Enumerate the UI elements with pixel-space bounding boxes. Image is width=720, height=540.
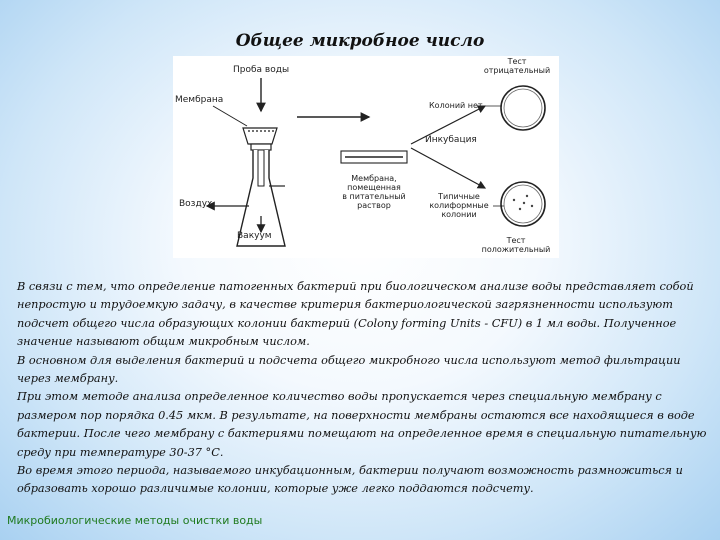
funnel-clamp <box>251 144 271 150</box>
positive-dish <box>501 182 545 226</box>
negative-dish <box>501 86 545 130</box>
diagram-drawing <box>173 56 559 258</box>
paragraph: В связи с тем, что определение патогенных бактерий при биологическом анализе воды представляет собой непростую и трудоемкую задачу, в качестве критерия бактериологической загрязненности используют подсчет общего числа образующих колонии бактерий (Colony forming Units - CFU) в 1 мл воды. Полученное значение называют общим микробным числом. <box>17 280 694 349</box>
vacuum-label: Вакуум <box>237 231 272 241</box>
membrane-in-medium-label: Мембрана, помещенная в питательный раствор <box>342 174 406 210</box>
paragraph: При этом методе анализа определенное количество воды пропускается через специальную мембрану с размером пор порядка 0.45 мкм. В результате, на поверхности мембраны остаются все находящиеся в воде бактерии. После чего мембрану с бактериями помещают на определенное время в специальную питательную среду при температуре 30-37 °С. <box>17 390 707 459</box>
funnel-top <box>243 128 277 144</box>
typical-colonies-label: Типичные колиформные колонии <box>429 192 489 219</box>
test-positive-label: Тест положительный <box>481 236 551 254</box>
sample-label: Проба воды <box>233 65 290 75</box>
no-colonies-label: Колоний нет <box>429 101 483 110</box>
page-title: Общее микробное число <box>235 31 485 51</box>
branch-arrow-down <box>411 148 485 188</box>
air-label: Воздух <box>179 199 213 209</box>
membrane-label: Мембрана <box>175 95 224 105</box>
membrane-in-medium <box>341 151 407 163</box>
flask-stem <box>258 150 264 186</box>
body-text <box>17 278 707 499</box>
paragraph: Во время этого периода, называемого инкубационным, бактерии получают возможность размножиться и образовать хорошо различимые колонии, которые уже легко поддаются подсчету. <box>17 464 683 496</box>
paragraph: В основном для выделения бактерий и подсчета общего микробного числа используют метод фильтрации через мембрану. <box>17 353 681 386</box>
footer-caption: Микробиологические методы очистки воды <box>7 514 263 527</box>
incubation-label: Инкубация <box>425 135 477 145</box>
filtration-diagram <box>173 56 559 258</box>
membrane-pointer <box>213 106 247 126</box>
test-negative-label: Тест отрицательный <box>483 57 551 75</box>
